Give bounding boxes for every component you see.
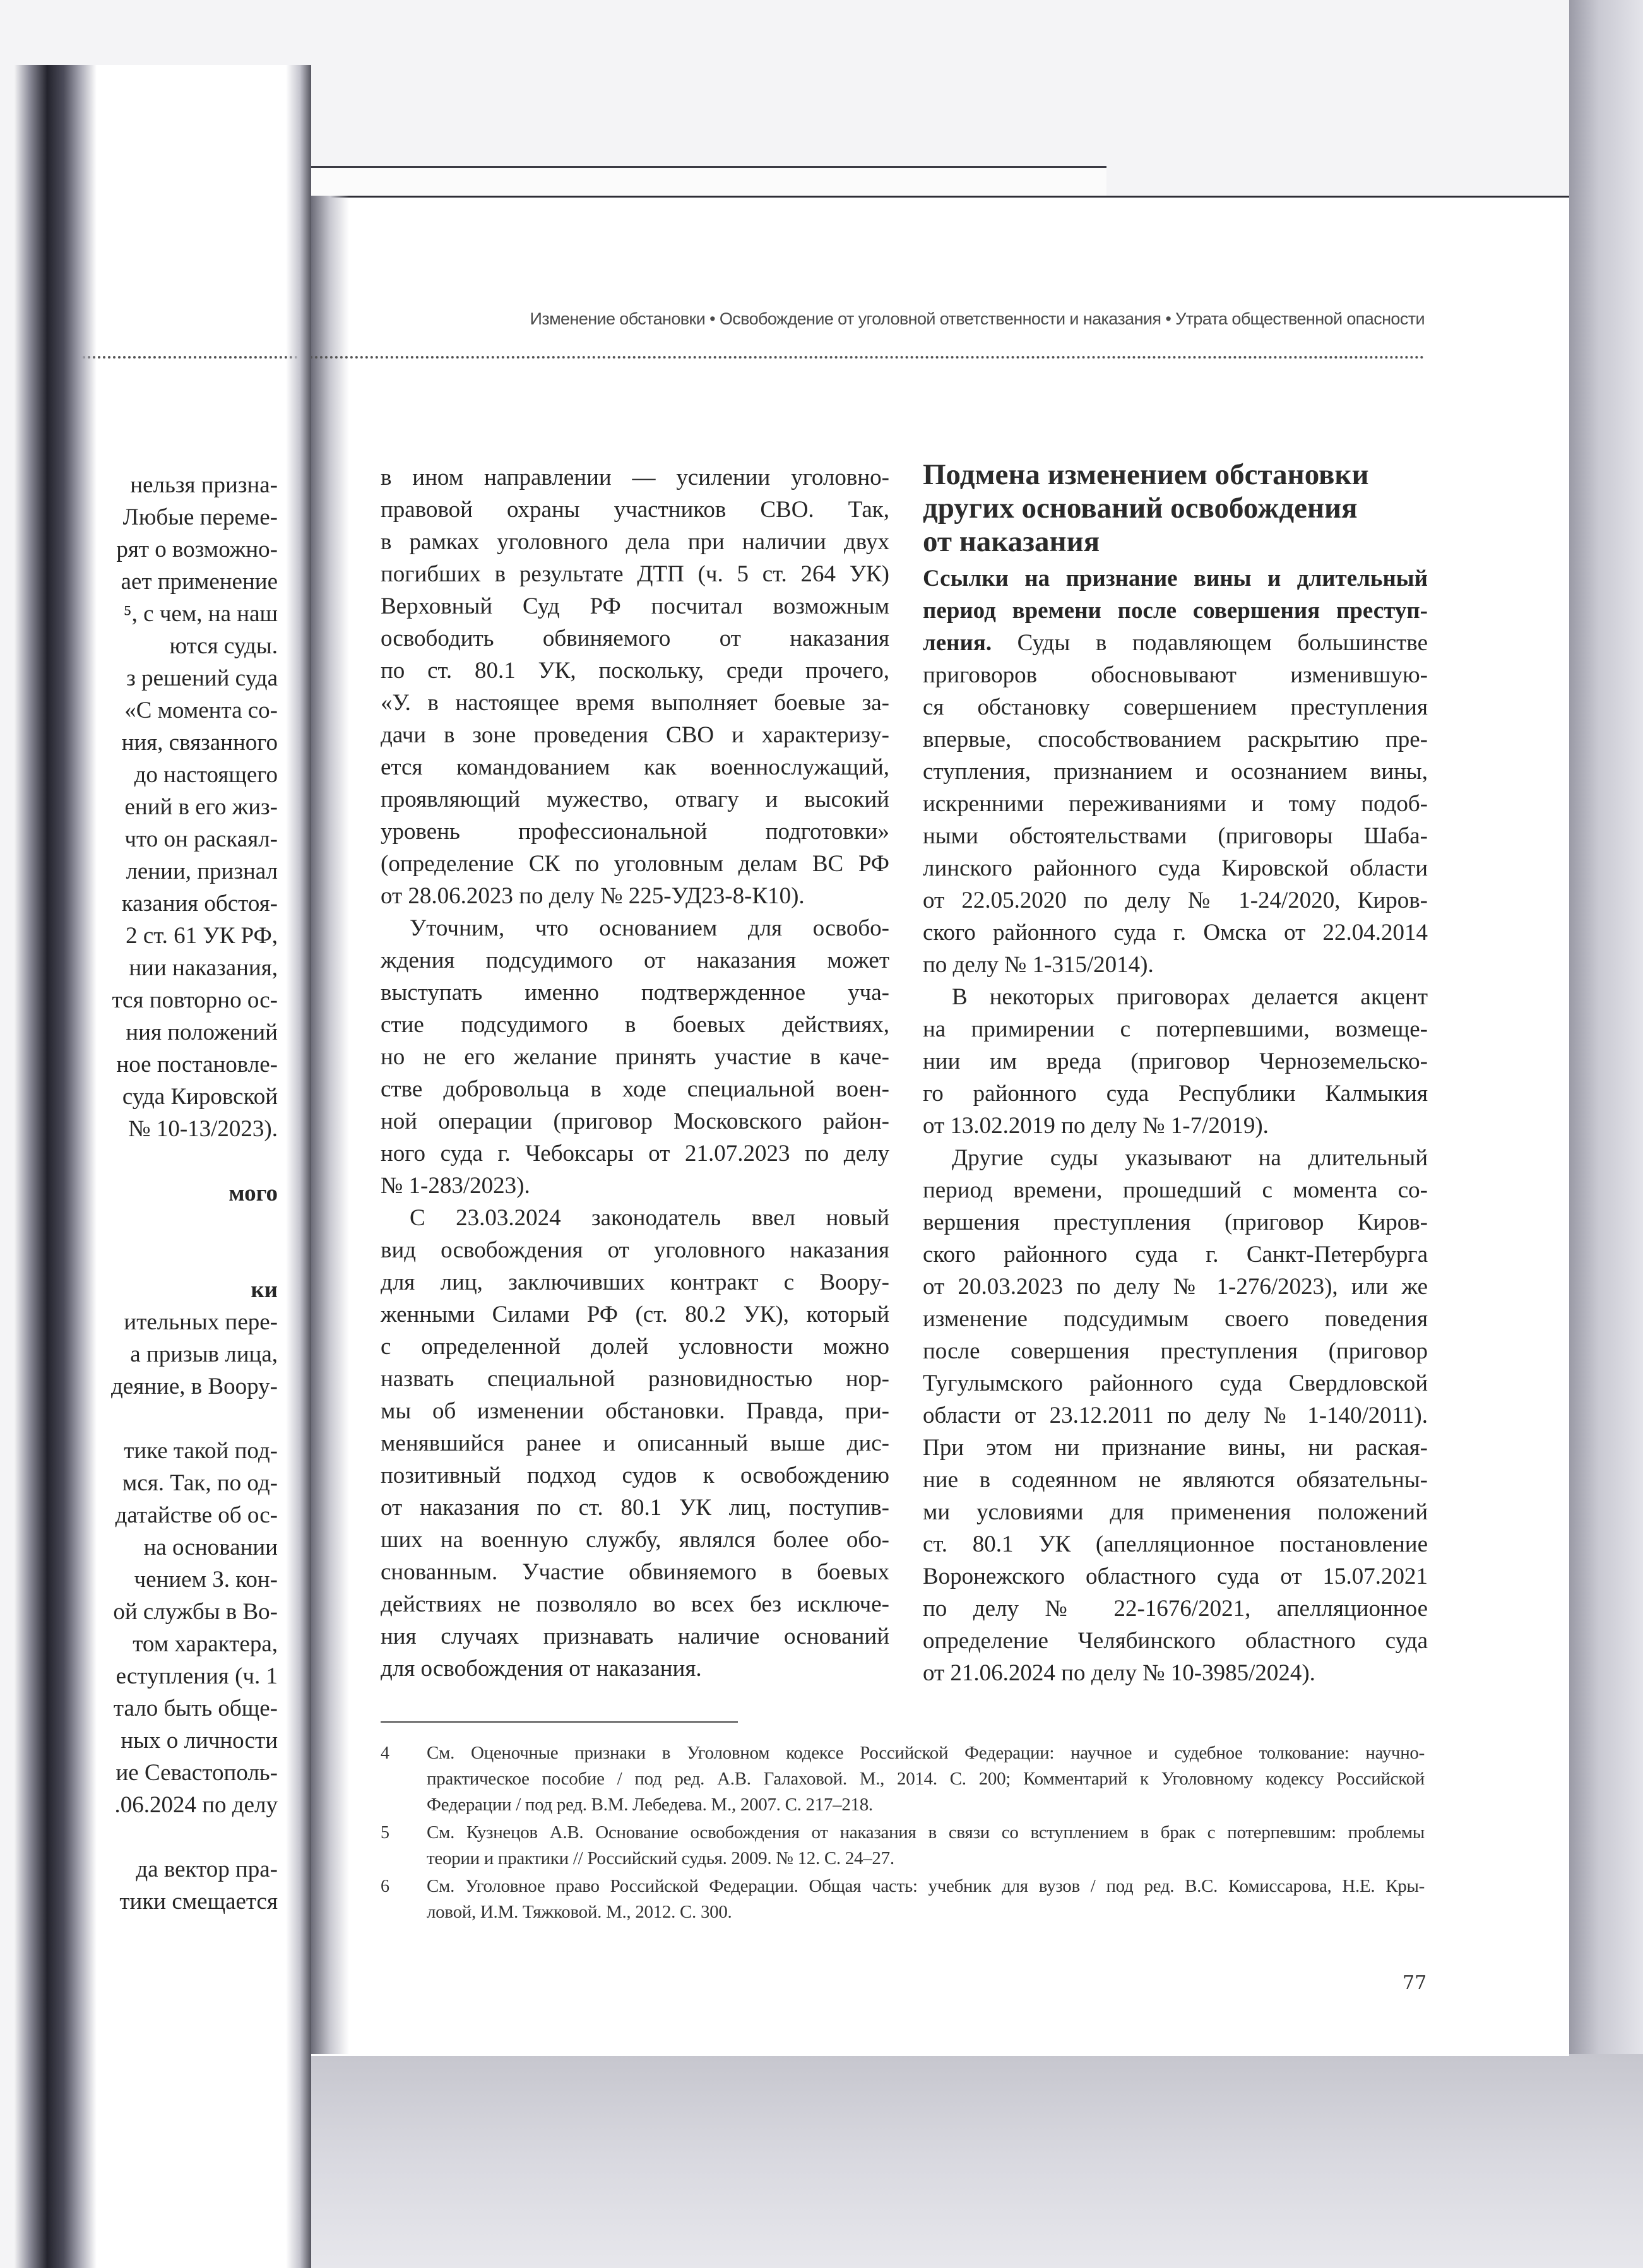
text-line: по делу № 22-1676/2021, апелляционное xyxy=(923,1596,1428,1622)
left-page-line: тало быть обще- xyxy=(113,1695,278,1721)
paragraph xyxy=(923,1142,1428,1689)
left-page-line: 2 ст. 61 УК РФ, xyxy=(126,923,278,949)
scan-edge-bottom xyxy=(278,2054,1643,2268)
left-page xyxy=(15,65,311,2268)
footnote-text xyxy=(427,1873,1425,1925)
left-page-text-column xyxy=(69,469,278,1918)
footnote xyxy=(381,1740,1425,1818)
left-page-line: рят о возможно- xyxy=(116,537,278,562)
left-page-line: а призыв лица, xyxy=(130,1341,278,1367)
text-line: области от 23.12.2011 по делу № 1-140/2011). xyxy=(923,1403,1428,1428)
paragraph xyxy=(381,912,889,1202)
text-line: в ином направлении — усилении уголовно- xyxy=(381,465,889,490)
text-line: для освобождения от наказания. xyxy=(381,1656,702,1682)
footnote-line: Федерации / под ред. В.М. Лебедева. М., 2007. С. 217–218. xyxy=(427,1795,873,1815)
left-page-line: что он раскаял- xyxy=(124,826,278,852)
lead-bold-fragment: ления. xyxy=(923,630,992,656)
left-page-line: нии наказания, xyxy=(129,955,278,981)
text-line: (определение СК по уголовным делам ВС РФ xyxy=(381,851,889,877)
left-page-line xyxy=(69,1242,278,1274)
left-page-line: еступления (ч. 1 xyxy=(116,1663,278,1689)
text-line: ступления, признанием и осознанием вины, xyxy=(923,759,1428,785)
text-line: ждения подсудимого от наказания может xyxy=(381,947,889,973)
paragraph xyxy=(923,981,1428,1142)
footnote-number: 4 xyxy=(381,1743,389,1763)
text-line: вид освобождения от уголовного наказания xyxy=(381,1237,889,1263)
text-line: на примирении с потерпевшими, возмеще- xyxy=(923,1016,1428,1042)
left-page-line: ки xyxy=(251,1277,278,1303)
section-heading-line: от наказания xyxy=(923,525,1100,558)
text-line: от наказания по ст. 80.1 УК лиц, поступив- xyxy=(381,1495,889,1521)
text-line: искренними переживаниями и тому подоб- xyxy=(923,791,1428,817)
text-line: приговоров обосновывают изменившую- xyxy=(923,662,1428,688)
left-page-line: датайстве об ос- xyxy=(115,1502,278,1528)
right-column-body xyxy=(923,562,1428,1689)
right-text-column xyxy=(923,458,1428,1689)
text-line: по делу № 1-315/2014). xyxy=(923,952,1154,978)
footnotes xyxy=(381,1740,1425,1927)
text-line: Воронежского областного суда от 15.07.2021 xyxy=(923,1564,1428,1589)
text-line: «У. в настоящее время выполняет боевые за- xyxy=(381,690,889,716)
text-line: ского районного суда г. Омска от 22.04.2014 xyxy=(923,920,1428,946)
left-page-line: казания обстоя- xyxy=(121,891,278,917)
left-page-line: ений в его жиз- xyxy=(124,794,278,820)
text-line: проявляющий мужество, отвагу и высокий xyxy=(381,787,889,812)
text-line: ст. 80.1 УК (апелляционное постановление xyxy=(923,1531,1428,1557)
left-page-line: ие Севастополь- xyxy=(116,1760,278,1786)
text-line: ными обстоятельствами (приговоры Шаба- xyxy=(923,823,1428,849)
text-line: стие подсудимого в боевых действиях, xyxy=(381,1012,889,1038)
text-line: стве добровольца в ходе специальной воен- xyxy=(381,1076,889,1102)
dotted-divider xyxy=(73,356,1425,359)
text-line: позитивный подход судов к освобождению xyxy=(381,1463,889,1488)
left-page-line: мся. Так, по од- xyxy=(122,1470,278,1496)
left-page-line: ются суды. xyxy=(169,633,278,659)
text-line: ших на военную службу, являлся более обо- xyxy=(381,1527,889,1553)
left-page-line xyxy=(69,1145,278,1177)
running-head: Изменение обстановки • Освобождение от уголовной ответственности и наказания • Утрата общественной опасности xyxy=(530,309,1425,328)
section-heading-line: других оснований освобождения xyxy=(923,492,1358,525)
text-line: изменение подсудимым своего поведения xyxy=(923,1306,1428,1332)
text-line: с определенной долей условности можно xyxy=(381,1334,889,1360)
left-page-line: ительных пере- xyxy=(124,1309,278,1335)
text-line: ного суда г. Чебоксары от 21.07.2023 по делу xyxy=(381,1141,889,1167)
text-line: С 23.03.2024 законодатель ввел новый xyxy=(410,1205,889,1231)
text-line: действиях не позволяло во всех без исключе- xyxy=(381,1591,889,1617)
section-heading xyxy=(923,458,1428,559)
footnote-line: теории и практики // Российский судья. 2009. № 12. С. 24–27. xyxy=(427,1848,894,1868)
text-line: При этом ни признание вины, ни раская- xyxy=(923,1435,1428,1461)
paragraph xyxy=(381,461,889,912)
left-page-line: да вектор пра- xyxy=(136,1856,278,1882)
text-line: от 20.03.2023 по делу № 1-276/2023), или же xyxy=(923,1274,1428,1300)
left-page-line: тике такой под- xyxy=(124,1438,278,1464)
left-page-line: ой службы в Во- xyxy=(113,1599,278,1625)
footnote-line: См. Уголовное право Российской Федерации. Общая часть: учебник для вузов / под ред. В.С. Комиссарова, Н.Е. Кры- xyxy=(427,1876,1425,1896)
footnote-rule xyxy=(381,1721,738,1723)
text-line: но не его желание принять участие в каче- xyxy=(381,1044,889,1070)
left-page-line: тики смещается xyxy=(119,1889,278,1915)
text-line: после совершения преступления (приговор xyxy=(923,1338,1428,1364)
text-line: нии им вреда (приговор Черноземельско- xyxy=(923,1048,1428,1074)
scan-edge-right xyxy=(1569,0,1643,2268)
text-line: ми условиями для применения положений xyxy=(923,1499,1428,1525)
text-line: мы об изменении обстановки. Правда, при- xyxy=(381,1398,889,1424)
left-page-line: на основании xyxy=(143,1535,278,1560)
footnote-text xyxy=(427,1740,1425,1818)
footnote-number: 6 xyxy=(381,1877,389,1896)
left-page-line xyxy=(69,1821,278,1853)
paragraph xyxy=(381,1202,889,1685)
text-line: женными Силами РФ (ст. 80.2 УК), который xyxy=(381,1302,889,1327)
text-line: от 22.05.2020 по делу № 1-24/2020, Киров- xyxy=(923,888,1428,913)
text-line: определение Челябинского областного суда xyxy=(923,1628,1428,1654)
left-page-line: ное постановле- xyxy=(116,1052,278,1078)
left-page-line: лении, признал xyxy=(126,858,278,884)
text-line: снованным. Участие обвиняемого в боевых xyxy=(381,1559,889,1585)
text-line: от 13.02.2019 по делу № 1-7/2019). xyxy=(923,1113,1269,1139)
text-line: по ст. 80.1 УК, поскольку, среди прочего, xyxy=(381,658,889,684)
text-line: ние в содеянном не являются обязательны- xyxy=(923,1467,1428,1493)
left-page-line: № 10-13/2023). xyxy=(128,1116,278,1142)
text-line: от 28.06.2023 по делу № 225-УД23-8-К10). xyxy=(381,883,805,909)
left-page-line: ния положений xyxy=(126,1019,278,1045)
footnote-line: См. Оценочные признаки в Уголовном кодексе Российской Федерации: научное и судебное толкование: научно- xyxy=(427,1743,1425,1763)
left-page-line: нельзя призна- xyxy=(130,472,278,498)
text-line: уровень профессиональной подготовки» xyxy=(381,819,889,845)
left-page-line: ⁵, с чем, на наш xyxy=(123,601,278,627)
text-line: менявшийся ранее и описанный выше дис- xyxy=(381,1430,889,1456)
text-line: Другие суды указывают на длительный xyxy=(952,1145,1428,1171)
left-page-line: ния, связанного xyxy=(121,730,278,756)
left-page-line: ает применение xyxy=(121,569,278,595)
text-line: освободить обвиняемого от наказания xyxy=(381,626,889,651)
footnote-text xyxy=(427,1820,1425,1872)
text-line: выступать именно подтвержденное уча- xyxy=(381,980,889,1006)
text-line: назвать специальной разновидностью нор- xyxy=(381,1366,889,1392)
text-line: В некоторых приговорах делается акцент xyxy=(952,984,1428,1010)
section-heading-line: Подмена изменением обстановки xyxy=(923,458,1369,491)
text-line: для лиц, заключивших контракт с Воору- xyxy=(381,1269,889,1295)
left-page-line: тся повторно ос- xyxy=(112,987,278,1013)
text-line: впервые, способствованием раскрытию пре- xyxy=(923,727,1428,752)
text-line: го районного суда Республики Калмыкия xyxy=(923,1081,1428,1107)
text-line: период времени, прошедший с момента со- xyxy=(923,1177,1428,1203)
page-number: 77 xyxy=(1403,1972,1427,1994)
lead-rest-fragment: Суды в подавляющем большинстве xyxy=(992,630,1428,656)
text-line: ся обстановку совершением преступления xyxy=(923,694,1428,720)
footnote-line: См. Кузнецов А.В. Основание освобождения от наказания в связи со вступлением в брак с потерпевшим: проблемы xyxy=(427,1822,1425,1843)
footnote-line: практическое пособие / под ред. А.В. Галаховой. М., 2014. С. 200; Комментарий к Уголовному кодексу Российской xyxy=(427,1769,1425,1789)
left-page-line: ных о личности xyxy=(121,1728,278,1754)
text-line: правовой охраны участников СВО. Так, xyxy=(381,497,889,523)
text-line: ется командованием как военнослужащий, xyxy=(381,754,889,780)
middle-text-column xyxy=(381,461,889,1685)
left-page-line: до настоящего xyxy=(134,762,278,788)
footnote-line: ловой, И.М. Тяжковой. М., 2012. С. 300. xyxy=(427,1902,732,1922)
left-page-line: «С момента со- xyxy=(124,698,278,723)
text-line: ной операции (приговор Московского район- xyxy=(381,1108,889,1134)
left-page-line xyxy=(69,1209,278,1242)
left-page-line: чением З. кон- xyxy=(134,1567,278,1593)
text-line: в рамках уголовного дела при наличии двух xyxy=(381,529,889,555)
footnote xyxy=(381,1873,1425,1925)
text-line: дачи в зоне проведения СВО и характеризу- xyxy=(381,722,889,748)
lead-bold-line: период времени после совершения преступ- xyxy=(923,598,1428,624)
left-page-line: Любые переме- xyxy=(122,504,278,530)
text-line: Тугулымского районного суда Свердловской xyxy=(923,1370,1428,1396)
left-page-line: з решений суда xyxy=(126,665,278,691)
footnote xyxy=(381,1820,1425,1872)
paragraph xyxy=(923,659,1428,981)
left-page-line: суда Кировской xyxy=(122,1084,278,1110)
footnote-number: 5 xyxy=(381,1823,389,1843)
lead-bold-line: Ссылки на признание вины и длительный xyxy=(923,566,1428,591)
text-line: Уточним, что основанием для освобо- xyxy=(410,915,889,941)
text-line: линского районного суда Кировской области xyxy=(923,855,1428,881)
text-line: ния случаях признавать наличие оснований xyxy=(381,1624,889,1649)
left-page-line xyxy=(69,1403,278,1435)
left-page-line: том характера, xyxy=(133,1631,278,1657)
text-line: Верховный Суд РФ посчитал возможным xyxy=(381,593,889,619)
left-page-line: .06.2024 по делу xyxy=(114,1792,278,1818)
text-line: вершения преступления (приговор Киров- xyxy=(923,1209,1428,1235)
text-line: от 21.06.2024 по делу № 10-3985/2024). xyxy=(923,1660,1315,1686)
left-page-line: мого xyxy=(228,1180,278,1206)
text-line: погибших в результате ДТП (ч. 5 ст. 264 УК) xyxy=(381,561,889,587)
lead-mixed-line xyxy=(923,627,1428,659)
left-page-line: деяние, в Воору- xyxy=(110,1374,278,1399)
text-line: № 1-283/2023). xyxy=(381,1173,530,1199)
text-line: ского районного суда г. Санкт-Петербурга xyxy=(923,1242,1428,1268)
gutter-shadow xyxy=(311,196,349,2054)
